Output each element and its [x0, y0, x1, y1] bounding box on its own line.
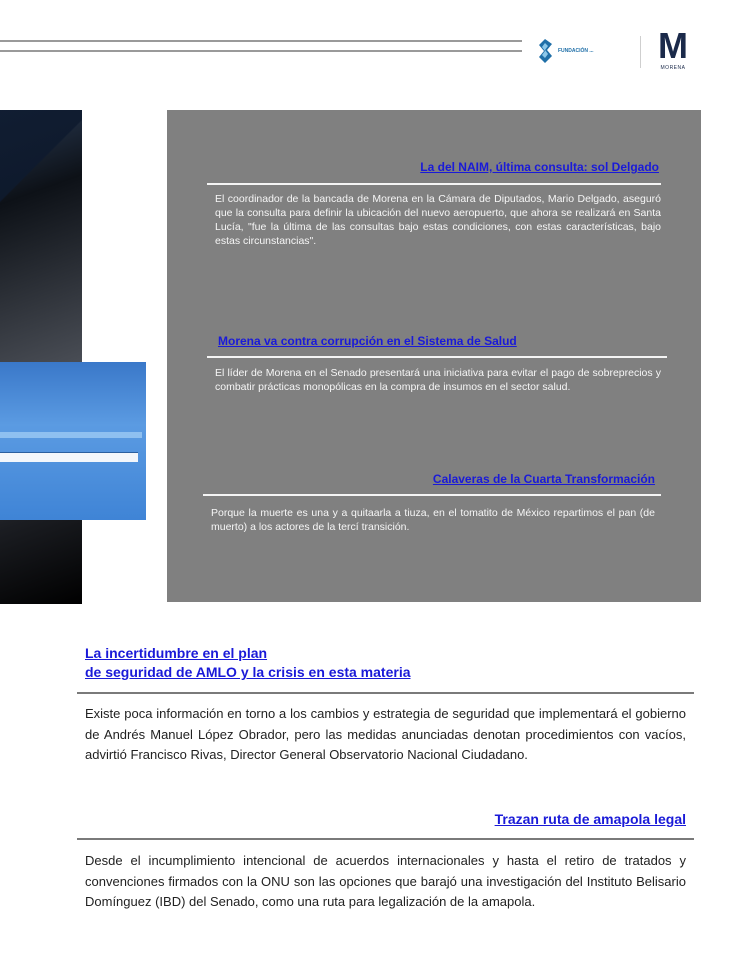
decorative-dark-block	[0, 110, 82, 604]
article-title-line: de seguridad de AMLO y la crisis en esta materia	[85, 664, 411, 680]
decorative-bar	[0, 432, 142, 438]
decorative-bar	[0, 452, 138, 462]
header-double-rule	[0, 40, 522, 54]
morena-logo-letter: M	[658, 25, 688, 66]
panel-text-calaveras: Porque la muerte es una y a quitaarla a tiuza, en el tomatito de México repartimos el pan (de muerto) a los actores de la tercí transición.	[211, 507, 655, 533]
foundation-logo	[538, 36, 632, 66]
morena-logo	[651, 25, 695, 74]
panel-link-salud[interactable]: Morena va contra corrupción en el Sistema de Salud	[218, 334, 517, 348]
article-text-amapola: Desde el incumplimiento intencional de acuerdos internacionales y hasta el retiro de tratados y convenciones firmados con la ONU son las opciones que barajó una investigación del Instituto Belisario Domínguez (IBD) del Senado, como una ruta para legalización de la amapola.	[85, 853, 686, 909]
foundation-logo-mark-icon	[538, 38, 553, 64]
article-rule	[77, 838, 694, 840]
panel-rule	[207, 183, 661, 185]
article-title-seguridad[interactable]	[85, 644, 411, 682]
morena-logo-sub: MORENA	[660, 65, 686, 71]
decorative-diagonal	[0, 110, 82, 230]
article-rule	[77, 692, 694, 694]
panel-text-naim: El coordinador de la bancada de Morena en la Cámara de Diputados, Mario Delgado, aseguró que la consulta para definir la ubicación del nuevo aeropuerto, que ahora se realizará en Santa Lucía, "fue la última de las consultas bajo estas condiciones, con estas características, bajo estas circunstancias".	[215, 193, 661, 247]
foundation-logo-text: FUNDACIÓN ...	[558, 48, 594, 54]
article-title-amapola[interactable]: Trazan ruta de amapola legal	[494, 811, 686, 827]
logo-divider	[640, 36, 641, 68]
panel-rule	[203, 494, 661, 496]
panel-link-naim[interactable]: La del NAIM, última consulta: sol Delgado	[420, 160, 659, 174]
news-panel	[167, 110, 701, 602]
header-rule-line	[0, 40, 522, 42]
article-text-seguridad: Existe poca información en torno a los cambios y estrategia de seguridad que implementará el gobierno de Andrés Manuel López Obrador, pero las medidas anunciadas denotan procedimientos con vacíos, advirtió Francisco Rivas, Director General Observatorio Nacional Ciudadano.	[85, 706, 686, 762]
panel-rule	[207, 356, 667, 358]
panel-text-salud: El líder de Morena en el Senado presentará una iniciativa para evitar el pago de sobreprecios y combatir prácticas monopólicas en la compra de insumos en el sector salud.	[215, 367, 661, 393]
article-title-line: La incertidumbre en el plan	[85, 645, 268, 661]
header-rule-line	[0, 50, 522, 52]
panel-link-calaveras[interactable]: Calaveras de la Cuarta Transformación	[432, 472, 655, 486]
decorative-blue-block	[0, 362, 146, 520]
